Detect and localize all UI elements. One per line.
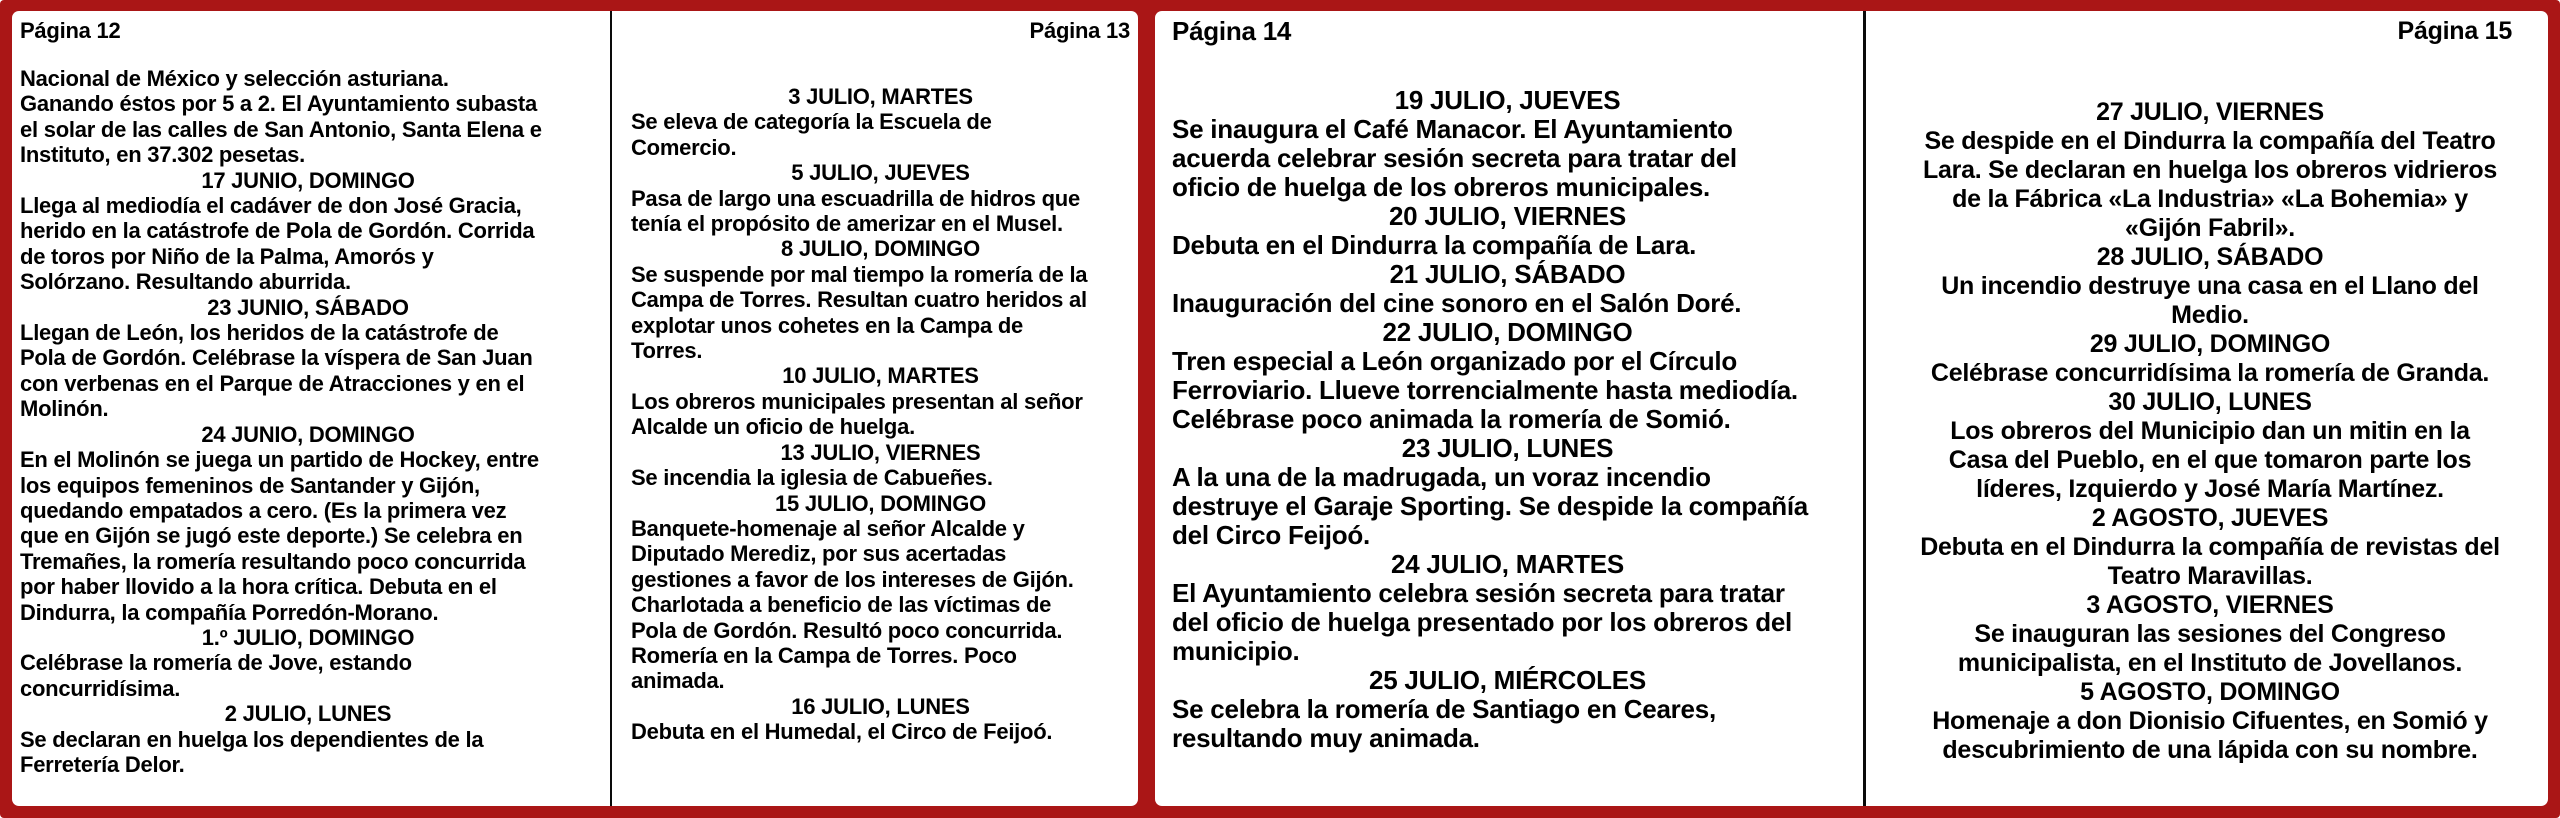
body-line: El Ayuntamiento celebra sesión secreta para tratar bbox=[1172, 578, 1785, 608]
body-line: Lara. Se declaran en huelga los obreros vidrieros bbox=[1922, 156, 2498, 184]
spread-pages-14-15 bbox=[1155, 11, 2548, 806]
body-line: destruye el Garaje Sporting. Se despide la compañía bbox=[1172, 491, 1809, 521]
body-line: Debuta en el Humedal, el Circo de Feijoó. bbox=[631, 719, 1053, 745]
body-line: Nacional de México y selección asturiana. bbox=[20, 66, 449, 91]
body-line: Celébrase concurridísima la romería de Granda. bbox=[1930, 359, 2490, 387]
body-line: Se incendia la iglesia de Cabueñes. bbox=[631, 465, 993, 491]
body-line: Los obreros municipales presentan al señor bbox=[631, 388, 1083, 414]
date-heading: 25 JULIO, MIÉRCOLES bbox=[1369, 665, 1646, 695]
body-line: Se despide en el Dindurra la compañía del Teatro bbox=[1924, 127, 2496, 155]
date-heading: 3 AGOSTO, VIERNES bbox=[2086, 591, 2334, 619]
body-line: Los obreros del Municipio dan un mitin en la bbox=[1950, 417, 2470, 445]
date-heading: 24 JUNIO, DOMINGO bbox=[201, 421, 415, 447]
date-heading: 15 JULIO, DOMINGO bbox=[775, 490, 986, 516]
body-line: Se inauguran las sesiones del Congreso bbox=[1974, 620, 2446, 648]
date-heading: 28 JULIO, SÁBADO bbox=[2096, 243, 2324, 271]
date-heading: 23 JULIO, LUNES bbox=[1401, 433, 1614, 463]
date-heading: 10 JULIO, MARTES bbox=[782, 363, 979, 389]
body-line: municipalista, en el Instituto de Jovellanos. bbox=[1957, 649, 2463, 677]
date-heading: 8 JULIO, DOMINGO bbox=[781, 236, 980, 262]
date-heading: 2 JULIO, LUNES bbox=[224, 701, 392, 727]
body-line: con verbenas en el Parque de Atracciones y en el bbox=[20, 370, 525, 396]
body-line: Celébrase poco animada la romería de Somió. bbox=[1172, 404, 1731, 434]
body-line: Debuta en el Dindurra la compañía de Lara. bbox=[1172, 230, 1697, 260]
page-15-body bbox=[1908, 98, 2512, 765]
body-line: Comercio. bbox=[631, 134, 737, 160]
body-line: Romería en la Campa de Torres. Poco bbox=[631, 642, 1017, 668]
body-line: Charlotada a beneficio de las víctimas de bbox=[631, 592, 1052, 618]
body-line: el solar de las calles de San Antonio, Santa Elena e bbox=[20, 116, 542, 142]
page-13-body bbox=[631, 84, 1130, 745]
body-line: animada. bbox=[631, 668, 725, 694]
body-line: herido en la catástrofe de Pola de Gordón. Corrida bbox=[20, 218, 535, 244]
body-line: del oficio de huelga presentado por los obreros del bbox=[1172, 607, 1793, 637]
body-line: quedando empatados a cero. (Es la primera vez bbox=[20, 497, 507, 523]
body-line: los equipos femeninos de Santander y Gijón, bbox=[20, 472, 480, 498]
body-line: Ganando éstos por 5 a 2. El Ayuntamiento subasta bbox=[20, 91, 537, 117]
body-line: concurridísima. bbox=[20, 675, 181, 701]
body-line: Medio. bbox=[2171, 301, 2249, 329]
body-line: tenía el propósito de amerizar en el Musel. bbox=[631, 211, 1063, 237]
body-line: explotar unos cohetes en la Campa de bbox=[631, 312, 1024, 338]
body-line: Se declaran en huelga los dependientes de la bbox=[20, 726, 484, 752]
body-line: Instituto, en 37.302 pesetas. bbox=[20, 142, 305, 168]
page-14-label: Página 14 bbox=[1172, 16, 1292, 46]
body-line: Tremañes, la romería resultando poco concurrida bbox=[20, 548, 526, 574]
date-heading: 1.º JULIO, DOMINGO bbox=[201, 624, 415, 650]
body-line: A la una de la madrugada, un voraz incendio bbox=[1172, 462, 1711, 492]
body-line: por haber llovido a la hora crítica. Debuta en el bbox=[20, 574, 497, 600]
spread-pages-12-13 bbox=[12, 11, 1138, 806]
body-line: Tren especial a León organizado por el Círculo bbox=[1172, 346, 1737, 376]
body-line: Llega al mediodía el cadáver de don José Gracia, bbox=[20, 193, 522, 219]
body-line: Homenaje a don Dionisio Cifuentes, en Somió y bbox=[1932, 707, 2488, 735]
page-15 bbox=[1866, 11, 2548, 806]
date-heading: 22 JULIO, DOMINGO bbox=[1382, 317, 1633, 347]
body-line: Campa de Torres. Resultan cuatro heridos al bbox=[631, 287, 1087, 313]
body-line: Se inaugura el Café Manacor. El Ayuntamiento bbox=[1172, 114, 1733, 144]
page-12 bbox=[12, 11, 610, 806]
date-heading: 3 JULIO, MARTES bbox=[788, 84, 973, 109]
page-14-body bbox=[1172, 86, 1843, 753]
date-heading: 24 JULIO, MARTES bbox=[1391, 549, 1624, 579]
body-line: Ferroviario. Llueve torrencialmente hasta mediodía. bbox=[1172, 375, 1798, 405]
date-heading: 17 JUNIO, DOMINGO bbox=[201, 167, 415, 193]
body-line: Pasa de largo una escuadrilla de hidros que bbox=[631, 185, 1080, 211]
body-line: Debuta en el Dindurra la compañía de revistas del bbox=[1920, 533, 2500, 561]
body-line: de la Fábrica «La Industria» «La Bohemia» y bbox=[1952, 185, 2468, 213]
body-line: resultando muy animada. bbox=[1172, 723, 1480, 753]
body-line: Diputado Merediz, por sus acertadas bbox=[631, 541, 1007, 567]
body-line: Teatro Maravillas. bbox=[2107, 562, 2313, 590]
page-12-label: Página 12 bbox=[20, 18, 121, 43]
page-13 bbox=[612, 11, 1138, 806]
body-line: acuerda celebrar sesión secreta para tratar del bbox=[1172, 143, 1737, 173]
date-heading: 29 JULIO, DOMINGO bbox=[2089, 330, 2331, 358]
body-line: Un incendio destruye una casa en el Llano del bbox=[1941, 272, 2479, 300]
body-line: Celébrase la romería de Jove, estando bbox=[20, 650, 412, 676]
body-line: «Gijón Fabril». bbox=[2125, 214, 2295, 242]
body-line: Solórzano. Resultando aburrida. bbox=[20, 269, 351, 295]
date-heading: 16 JULIO, LUNES bbox=[791, 693, 970, 719]
date-heading: 19 JULIO, JUEVES bbox=[1394, 85, 1621, 115]
body-line: Banquete-homenaje al señor Alcalde y bbox=[631, 515, 1025, 541]
body-line: Pola de Gordón. Celébrase la víspera de San Juan bbox=[20, 345, 533, 371]
date-heading: 5 JULIO, JUEVES bbox=[791, 160, 970, 186]
body-line: descubrimiento de una lápida con su nombre. bbox=[1942, 736, 2478, 764]
body-line: municipio. bbox=[1172, 636, 1300, 666]
date-heading: 23 JUNIO, SÁBADO bbox=[207, 294, 409, 320]
body-line: Alcalde un oficio de huelga. bbox=[631, 414, 915, 440]
body-line: oficio de huelga de los obreros municipales. bbox=[1172, 172, 1711, 202]
body-line: Se suspende por mal tiempo la romería de la bbox=[631, 261, 1088, 287]
date-heading: 5 AGOSTO, DOMINGO bbox=[2080, 678, 2340, 706]
body-line: que en Gijón se jugó este deporte.) Se celebra en bbox=[20, 523, 523, 549]
date-heading: 21 JULIO, SÁBADO bbox=[1389, 259, 1626, 289]
body-line: líderes, Izquierdo y José María Martínez. bbox=[1976, 475, 2444, 503]
date-heading: 27 JULIO, VIERNES bbox=[2096, 98, 2324, 126]
body-line: Llegan de León, los heridos de la catástrofe de bbox=[20, 320, 499, 346]
body-line: Pola de Gordón. Resultó poco concurrida. bbox=[631, 617, 1063, 643]
body-line: gestiones a favor de los intereses de Gijón. bbox=[631, 566, 1074, 592]
body-line: Se eleva de categoría la Escuela de bbox=[631, 109, 992, 135]
body-line: Casa del Pueblo, en el que tomaron parte los bbox=[1948, 446, 2472, 474]
body-line: Se celebra la romería de Santiago en Ceares, bbox=[1172, 694, 1716, 724]
body-line: Inauguración del cine sonoro en el Salón Doré. bbox=[1172, 288, 1742, 318]
body-line: Molinón. bbox=[20, 396, 109, 422]
body-line: Ferretería Delor. bbox=[20, 751, 185, 777]
page-12-body bbox=[20, 66, 596, 777]
date-heading: 30 JULIO, LUNES bbox=[2108, 388, 2312, 416]
page-14 bbox=[1155, 11, 1863, 806]
date-heading: 13 JULIO, VIERNES bbox=[780, 439, 981, 465]
body-line: Dindurra, la compañía Porredón-Morano. bbox=[20, 599, 439, 625]
body-line: de toros por Niño de la Palma, Amorós y bbox=[20, 243, 434, 269]
body-line: En el Molinón se juega un partido de Hockey, entre bbox=[20, 447, 539, 473]
page-15-label: Página 15 bbox=[2397, 17, 2512, 45]
date-heading: 20 JULIO, VIERNES bbox=[1388, 201, 1627, 231]
body-line: Torres. bbox=[631, 338, 703, 364]
date-heading: 2 AGOSTO, JUEVES bbox=[2091, 504, 2329, 532]
body-line: del Circo Feijoó. bbox=[1172, 520, 1370, 550]
page-13-label: Página 13 bbox=[1029, 18, 1130, 43]
